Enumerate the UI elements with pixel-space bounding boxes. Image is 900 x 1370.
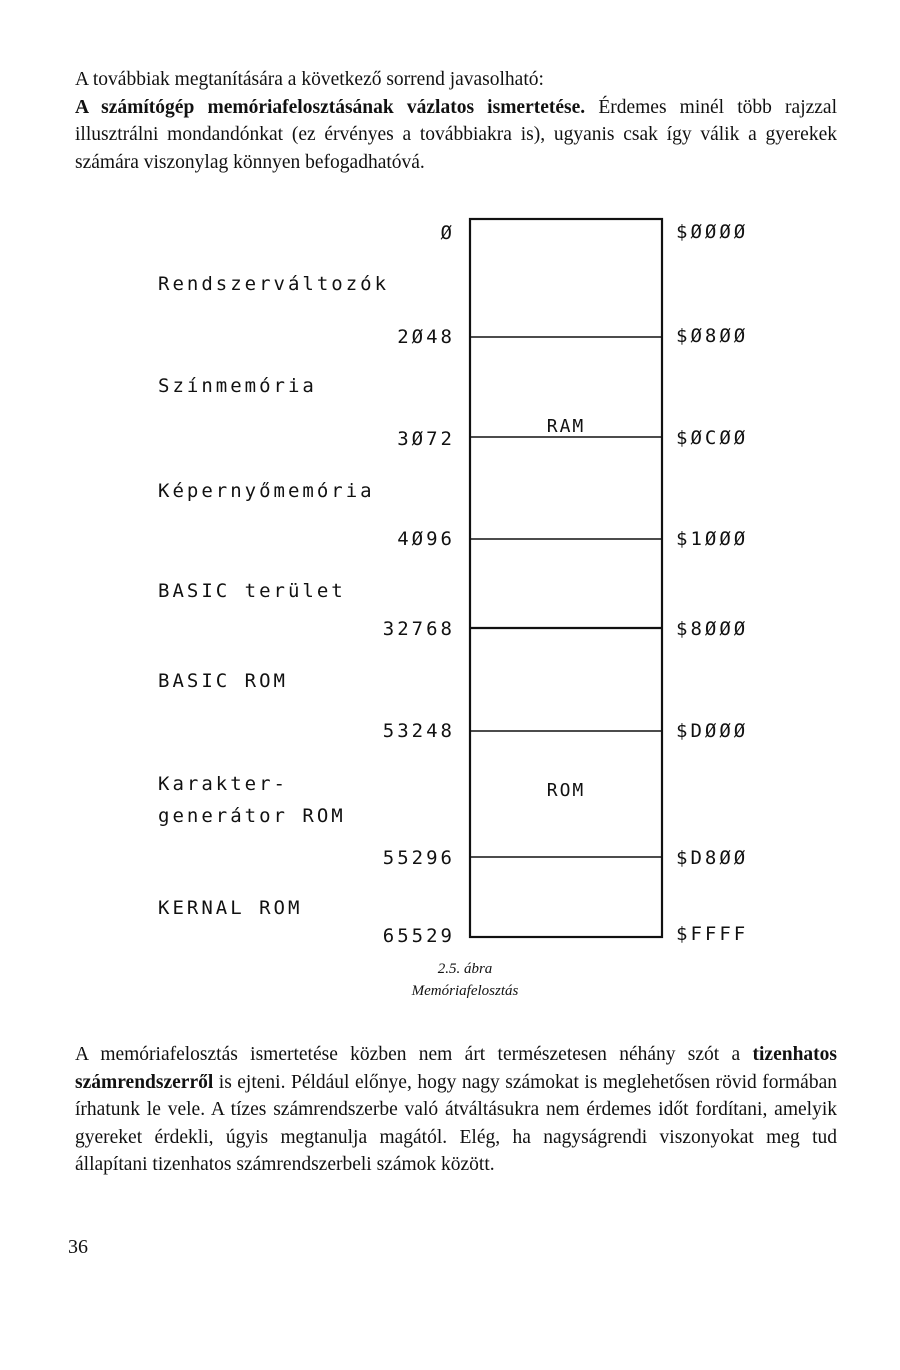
addr-hex: $FFFF xyxy=(676,923,749,945)
region-label: generátor ROM xyxy=(158,805,346,827)
addr-hex: $Ø8ØØ xyxy=(676,325,749,347)
memory-outline xyxy=(470,219,662,937)
addr-dec: 55296 xyxy=(382,847,455,869)
region-label: BASIC terület xyxy=(158,580,346,602)
addr-hex: $D8ØØ xyxy=(676,847,749,869)
figure-number: 2.5. ábra xyxy=(437,961,493,977)
intro-rest: Érdemes minél több rajzzal illusztrálni mondandónkat (ez érvényes a továbbiakra is), ugyanis csak így válik a gyerekek számára viszonylag könnyen befogadhatóvá. xyxy=(75,96,837,173)
addr-dec: 2Ø48 xyxy=(397,326,455,348)
addr-dec: 32768 xyxy=(382,618,455,640)
addr-dec: 4Ø96 xyxy=(397,528,455,550)
intro-bold-heading: A számítógép memóriafelosztásának vázlatos ismertetése. xyxy=(75,96,586,118)
body-bold-term: tizenhatos számrendszerről xyxy=(75,1044,837,1093)
body-text-1: A memóriafelosztás ismertetése közben nem árt természetesen néhány szót a xyxy=(75,1044,753,1065)
region-label: Karakter- xyxy=(158,773,288,795)
region-label: KERNAL ROM xyxy=(158,897,303,919)
region-label: Színmemória xyxy=(158,375,317,397)
addr-dec: 53248 xyxy=(382,720,455,742)
addr-dec: 3Ø72 xyxy=(397,428,455,450)
figure-title: Memóriafelosztás xyxy=(411,983,519,999)
intro-line-1: A továbbiak megtanítására a következő sorrend javasolható: xyxy=(75,69,544,90)
body-text-2: is ejteni. Például előnye, hogy nagy számokat is meglehetősen rövid formában írhatunk le vele. A tízes számrendszerbe való átváltásukra nem érdemes időt fordítani, amelyik gyereket érdekli, úgyis megtanulja magától. Elég, ha nagyságrendi viszonyokat meg tud állapítani tizenhatos számrendszerbeli számok között. xyxy=(75,1071,837,1175)
region-label: BASIC ROM xyxy=(158,670,288,692)
addr-dec: Ø xyxy=(440,222,455,244)
addr-hex: $DØØØ xyxy=(676,720,749,742)
page-number: 36 xyxy=(68,1236,88,1258)
addr-dec: 65529 xyxy=(382,925,455,947)
rom-label: ROM xyxy=(546,780,586,801)
addr-hex: $ØØØØ xyxy=(676,221,749,243)
addr-hex: $ØCØØ xyxy=(676,427,749,449)
body-paragraph xyxy=(75,1041,837,1179)
addr-hex: $1ØØØ xyxy=(676,528,749,550)
region-label: Rendszerváltozók xyxy=(158,273,390,295)
addr-hex: $8ØØØ xyxy=(676,618,749,640)
region-label: Képernyőmemória xyxy=(158,480,375,502)
ram-label: RAM xyxy=(546,416,586,437)
